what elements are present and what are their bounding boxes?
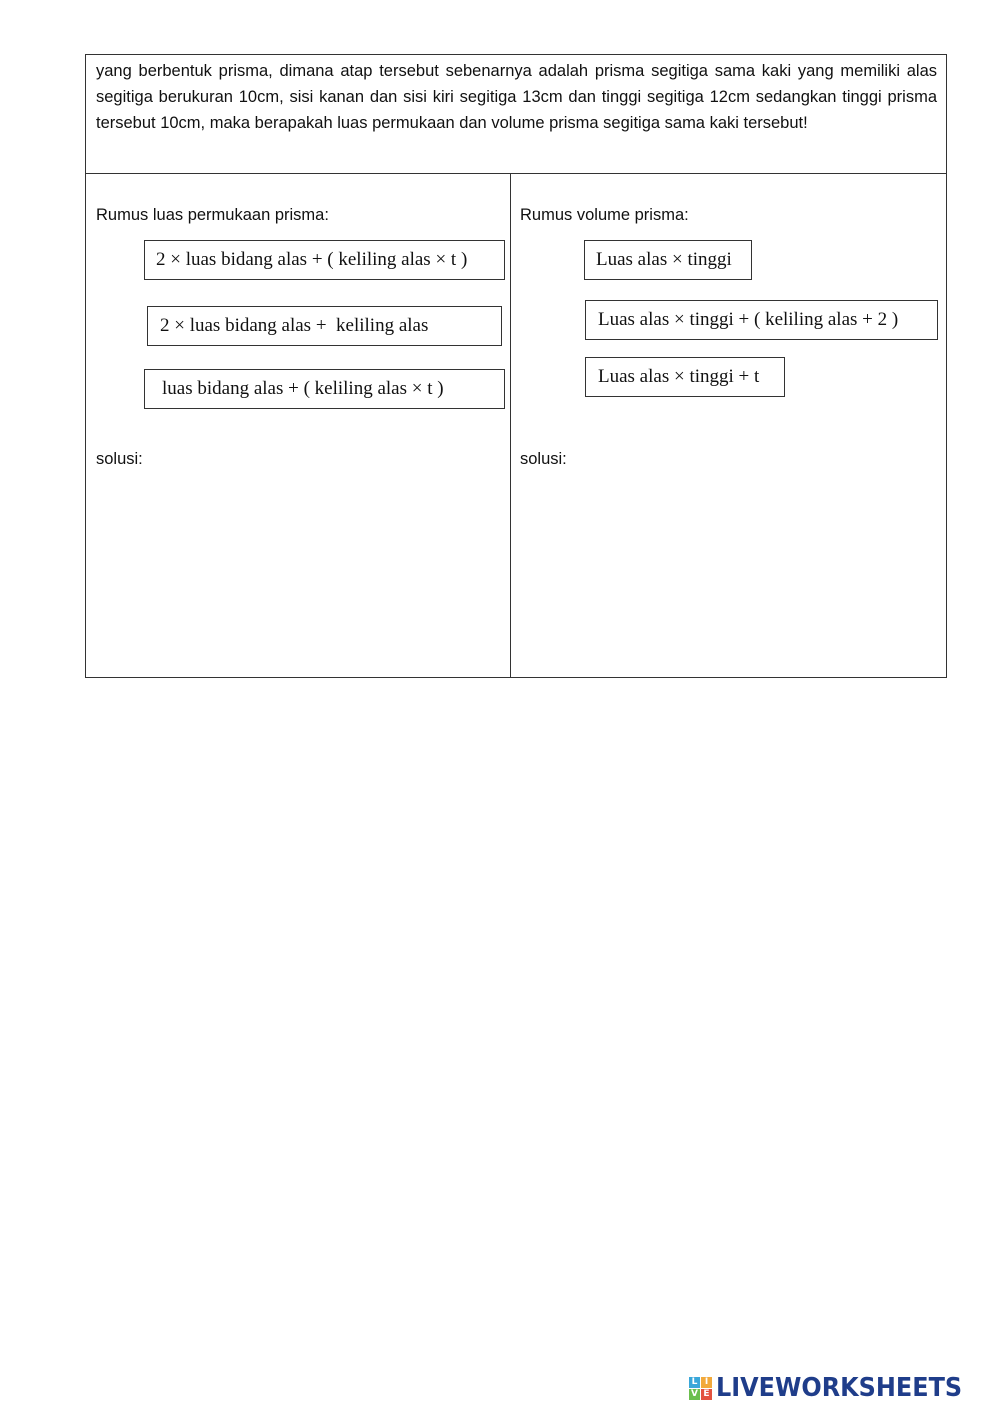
question-text: yang berbentuk prisma, dimana atap tersebut sebenarnya adalah prisma segitiga sama kaki yang memiliki alas segitiga berukuran 10cm, sisi kanan dan sisi kiri segitiga 13cm dan tinggi segitiga 12cm sedangkan tinggi prisma tersebut 10cm, maka berapakah luas permukaan dan volume prisma segitiga sama kaki tersebut! — [96, 62, 937, 132]
volume-option-2[interactable]: Luas alas × tinggi + ( keliling alas + 2 ) — [585, 300, 938, 340]
volume-option-1[interactable]: Luas alas × tinggi — [584, 240, 752, 280]
logo-letter: L — [689, 1377, 700, 1388]
volume-option-3[interactable]: Luas alas × tinggi + t — [585, 357, 785, 397]
surface-area-formula-label: Rumus luas permukaan prisma: — [96, 206, 329, 224]
logo-letter: V — [689, 1389, 700, 1400]
logo-mark-icon — [689, 1377, 712, 1400]
surface-area-option-1[interactable]: 2 × luas bidang alas + ( keliling alas × t ) — [144, 240, 505, 280]
liveworksheets-logo — [689, 1373, 984, 1403]
column-divider — [510, 174, 511, 677]
surface-area-option-3[interactable]: luas bidang alas + ( keliling alas × t ) — [144, 369, 505, 409]
surface-area-option-2[interactable]: 2 × luas bidang alas + keliling alas — [147, 306, 502, 346]
logo-text: LIVEWORKSHEETS — [716, 1373, 963, 1403]
worksheet-table — [85, 54, 947, 678]
logo-letter: I — [701, 1377, 712, 1388]
surface-area-solution-label: solusi: — [96, 450, 143, 468]
volume-solution-label: solusi: — [520, 450, 567, 468]
volume-formula-label: Rumus volume prisma: — [520, 206, 689, 224]
logo-letter: E — [701, 1389, 712, 1400]
question-cell — [86, 55, 946, 174]
